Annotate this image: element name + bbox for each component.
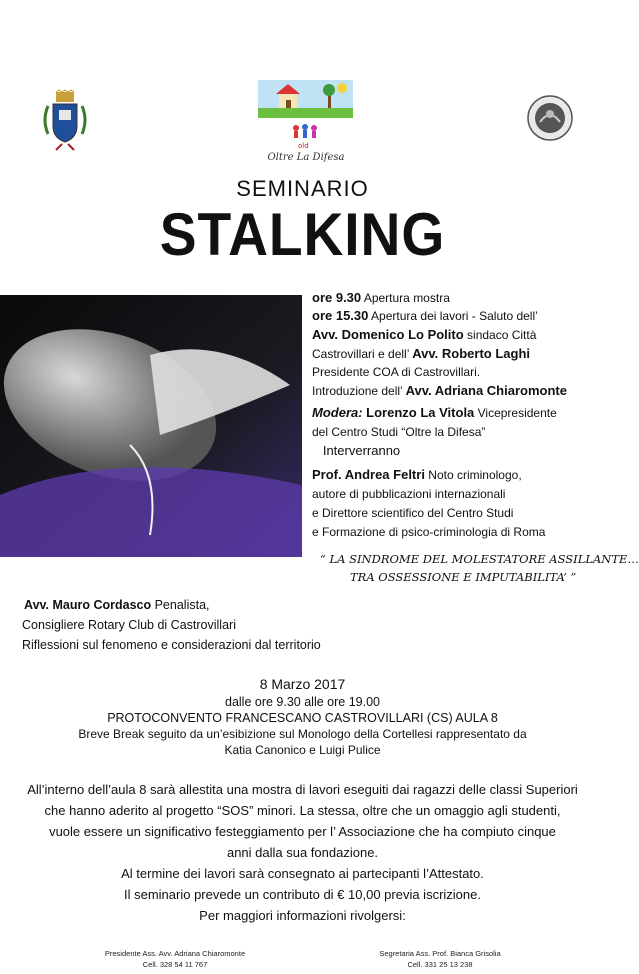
program-line-6: Introduzione dell’ Avv. Adriana Chiaromonte [312, 383, 567, 398]
woman-sleeping-photo [0, 295, 302, 557]
note-line-7: Per maggiori informazioni rivolgersi: [199, 908, 406, 923]
program-line-12: e Direttore scientifico del Centro Studi [312, 506, 514, 520]
contact-secretary [340, 948, 540, 970]
contact-president-name: Presidente Ass. Avv. Adriana Chiaromonte [104, 949, 246, 958]
event-venue: PROTOCONVENTO FRANCESCANO CASTROVILLARI (CS) AULA 8 [107, 711, 498, 725]
speaker-2-line-2: Consigliere Rotary Club di Castrovillari [22, 618, 236, 632]
contact-secretary-phone: Cell. 331 25 13 238 [407, 960, 473, 969]
quote-line-2: TRA OSSESSIONE E IMPUTABILITA’ ” [350, 570, 577, 584]
contact-president [75, 948, 275, 970]
contact-secretary-name: Segretaria Ass. Prof. Bianca Grisolia [379, 949, 501, 958]
page-title: STALKING [159, 201, 446, 268]
program-line-5: Presidente COA di Castrovillari. [312, 365, 481, 379]
note-line-3: vuole essere un significativo festeggiamento per l’ Associazione che ha compiuto cinque [49, 824, 556, 839]
coa-seal-logo [526, 92, 574, 144]
city-crest-logo [40, 90, 90, 154]
note-line-2: che hanno aderito al progetto “SOS” minori. La stessa, oltre che un omaggio agli studenti, [44, 803, 561, 818]
event-hours: dalle ore 9.30 alle ore 19.00 [225, 695, 380, 709]
program-line-4: Castrovillari e dell’ Avv. Roberto Laghi [312, 346, 530, 361]
program-line-9: Interverranno [312, 443, 401, 458]
seminar-label: SEMINARIO [236, 176, 369, 201]
program-line-8: del Centro Studi “Oltre la Difesa” [312, 425, 486, 439]
note-line-5: Al termine dei lavori sarà consegnato ai partecipanti l’Attestato. [121, 866, 484, 881]
program-line-3: Avv. Domenico Lo Polito sindaco Città [312, 327, 537, 342]
event-break-line-1: Breve Break seguito da un’esibizione sul Monologo della Cortellesi rappresentato da [78, 727, 527, 741]
event-break-line-2: Katia Canonico e Luigi Pulice [224, 743, 381, 757]
event-date: 8 Marzo 2017 [259, 676, 346, 692]
house-drawing-icon [258, 80, 353, 150]
svg-text:old: old [298, 142, 309, 150]
program-line-10: Prof. Andrea Feltri Noto criminologo, [312, 467, 522, 482]
program-line-1: ore 9.30 Apertura mostra [312, 290, 450, 305]
program-line-7: Modera: Lorenzo La Vitola Vicepresidente [312, 405, 557, 420]
quote-line-1: “ LA SINDROME DEL MOLESTATORE ASSILLANTE… [320, 552, 639, 566]
program-line-13: e Formazione di psico-criminologia di Roma [312, 525, 546, 539]
note-line-1: All’interno dell’aula 8 sarà allestita una mostra di lavori eseguiti dai ragazzi delle classi Superiori [27, 782, 578, 797]
program-line-11: autore di pubblicazioni internazionali [312, 487, 506, 501]
note-line-4: anni dalla sua fondazione. [226, 845, 379, 860]
speaker-2-line-1: Avv. Mauro Cordasco Penalista, [24, 598, 210, 612]
note-line-6: Il seminario prevede un contributo di € 10,00 previa iscrizione. [124, 887, 481, 902]
program-line-2: ore 15.30 Apertura dei lavori - Saluto dell’ [312, 308, 538, 323]
logo-caption: Oltre La Difesa [267, 152, 345, 163]
contact-president-phone: Cell. 328 54 11 767 [142, 960, 208, 969]
speaker-2-topic: Riflessioni sul fenomeno e considerazioni dal territorio [22, 638, 321, 652]
